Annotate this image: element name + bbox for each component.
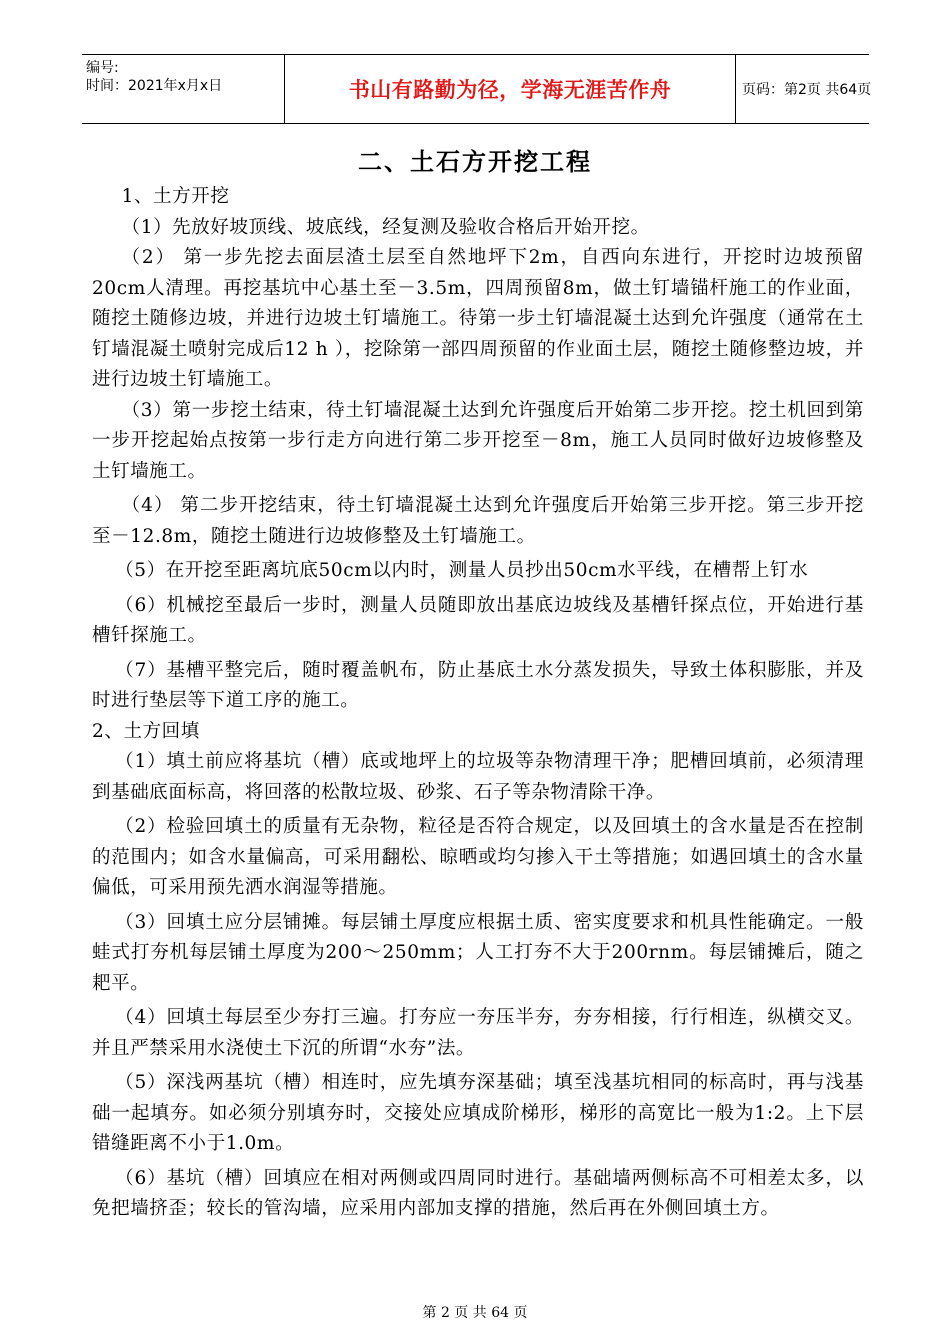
page-footer: 第 2 页 共 64 页 — [422, 1305, 528, 1321]
header-motto: 书山有路勤为径，学海无涯苦作舟 — [284, 55, 736, 123]
body-paragraph: 2、土方回填 — [92, 720, 200, 742]
document-body — [92, 182, 864, 1225]
document-time-label: 时间：2021年x月x日 — [86, 78, 223, 94]
body-paragraph: （1）填土前应将基坑（槽）底或地坪上的垃圾等杂物清理干净；肥槽回填前，必须清理到基础底面标高，将回落的松散垃圾、砂浆、石子等杂物清除干净。 — [92, 751, 864, 803]
header-page-info: 页码：第2页 共64页 — [742, 82, 872, 98]
body-paragraph: （1）先放好坡顶线、坡底线，经复测及验收合格后开始开挖。 — [121, 216, 650, 238]
body-paragraph: （3）回填土应分层铺摊。每层铺土厚度应根据土质、密实度要求和机具性能确定。一般蛙式打夯机每层铺土厚度为200～250mm；人工打夯不大于200rnm。每层铺摊后，随之耙平。 — [92, 911, 864, 994]
body-paragraph: 1、土方开挖 — [121, 186, 230, 207]
body-paragraph: （4） 第二步开挖结束，待土钉墙混凝土达到允许强度后开始第三步开挖。第三步开挖至－12.8m，随挖土随进行边坡修整及土钉墙施工。 — [92, 495, 864, 547]
document-number-label: 编号: — [86, 60, 119, 76]
page-header — [82, 54, 872, 124]
body-paragraph: （6）基坑（槽）回填应在相对两侧或四周同时进行。基础墙两侧标高不可相差太多，以免把墙挤歪；较长的管沟墙，应采用内部加支撑的措施，然后再在外侧回填土方。 — [92, 1167, 864, 1219]
section-title: 二、土石方开挖工程 — [358, 148, 592, 176]
body-paragraph: （6）机械挖至最后一步时，测量人员随即放出基底边坡线及基槽钎探点位，开始进行基槽钎探施工。 — [92, 594, 864, 646]
body-paragraph: （5）深浅两基坑（槽）相连时，应先填夯深基础；填至浅基坑相同的标高时，再与浅基础一起填夯。如必须分别填夯时，交接处应填成阶梯形，梯形的高宽比一般为1:2。上下层错缝距离不小于1.0m。 — [92, 1072, 864, 1154]
body-paragraph: （2）检验回填土的质量有无杂物，粒径是否符合规定，以及回填土的含水量是否在控制的范围内；如含水量偏高，可采用翻松、晾晒或均匀掺入干土等措施；如遇回填土的含水量偏低，可采用预先洒水润湿等措施。 — [92, 816, 864, 898]
body-paragraph: （7）基槽平整完后，随时覆盖帆布，防止基底土水分蒸发损失，导致土体积膨胀，并及时进行垫层等下道工序的施工。 — [92, 659, 864, 711]
header-meta — [86, 59, 281, 95]
body-paragraph: （3）第一步挖土结束，待土钉墙混凝土达到允许强度后开始第二步开挖。挖土机回到第一步开挖起始点按第一步行走方向进行第二步开挖至－8m，施工人员同时做好边坡修整及土钉墙施工。 — [92, 399, 864, 482]
body-paragraph: （5）在开挖至距离坑底50cm以内时，测量人员抄出50cm水平线，在槽帮上钉水 — [115, 560, 809, 581]
body-paragraph: （4）回填土每层至少夯打三遍。打夯应一夯压半夯，夯夯相接，行行相连，纵横交叉。并且严禁采用水浇使土下沉的所谓“水夯”法。 — [92, 1007, 864, 1059]
body-paragraph: （2） 第一步先挖去面层渣土层至自然地坪下2m，自西向东进行，开挖时边坡预留20cm人清理。再挖基坑中心基土至－3.5m，四周预留8m，做土钉墙锚杆施工的作业面，随挖土随修边坡，并进行边坡土钉墙施工。待第一步土钉墙混凝土达到允许强度（通常在土钉墙混凝土喷射完成后12 h ），挖除第一部四周预留的作业面土层，随挖土随修整边坡，并进行边坡土钉墙施工。 — [92, 247, 864, 390]
